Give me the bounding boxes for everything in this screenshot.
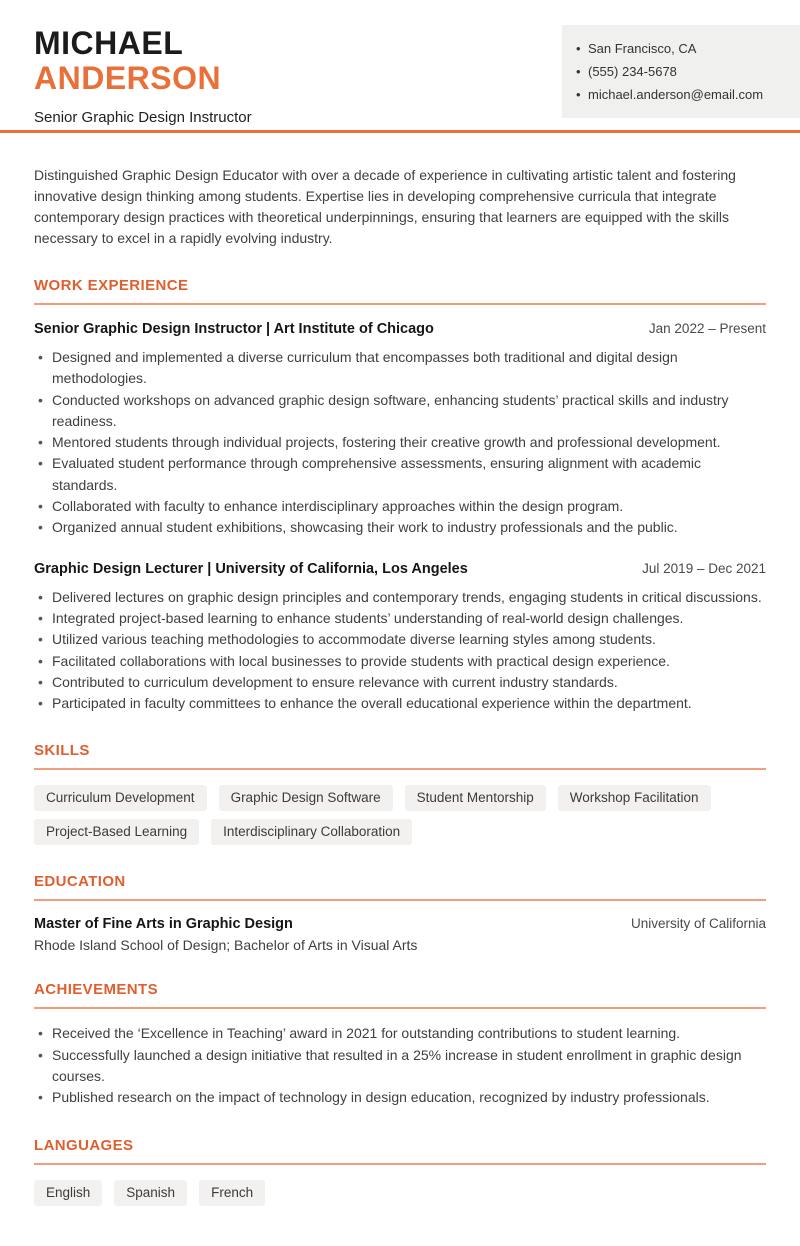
contact-box [562, 25, 800, 118]
job-entry [34, 561, 766, 715]
skill-chip: Project-Based Learning [34, 819, 199, 845]
achievement-bullet: • Published research on the impact of technology in design education, recognized by industry professionals. [34, 1087, 766, 1108]
header-divider [0, 130, 800, 133]
languages-heading: LANGUAGES [34, 1136, 134, 1154]
skill-chip: Curriculum Development [34, 785, 207, 811]
contact-location: • San Francisco, CA [576, 37, 784, 60]
job-title: Senior Graphic Design Instructor | Art Institute of Chicago [34, 321, 434, 337]
job-bullet: • Participated in faculty committees to enhance the overall educational experience within the department. [34, 693, 766, 714]
summary-paragraph: Distinguished Graphic Design Educator with over a decade of experience in cultivating artistic talent and fostering innovative design thinking among students. Expertise lies in developing comprehensive curricula that integrate contemporary design practices with theoretical underpinnings, ensuring that learners are equipped with the skills necessary to excel in a rapidly evolving industry. [34, 167, 736, 246]
section-divider [34, 899, 766, 901]
job-bullet: • Conducted workshops on advanced graphic design software, enhancing students’ practical skills and industry readiness. [34, 390, 766, 433]
contact-list [576, 37, 784, 106]
work-experience-heading: WORK EXPERIENCE [34, 277, 189, 294]
section-divider [34, 1163, 766, 1165]
section-education [34, 873, 766, 953]
job-dates: Jul 2019 – Dec 2021 [642, 560, 766, 576]
job-dates: Jan 2022 – Present [648, 321, 766, 336]
education-heading: EDUCATION [34, 873, 126, 891]
section-divider [34, 768, 766, 770]
job-header [34, 321, 766, 337]
job-title: Graphic Design Lecturer | University of California, Los Angeles [34, 560, 468, 577]
achievements-bullet-list [34, 1023, 766, 1108]
education-degree: Master of Fine Arts in Graphic Design [34, 916, 293, 933]
achievement-bullet: • Successfully launched a design initiative that resulted in a 25% increase in student enrollment in graphic design courses. [34, 1045, 766, 1088]
section-divider [34, 303, 766, 305]
job-entry [34, 321, 766, 539]
language-chip: French [199, 1180, 265, 1206]
last-name: ANDERSON [34, 60, 222, 96]
job-bullet: • Facilitated collaborations with local businesses to provide students with practical design experience. [34, 651, 766, 672]
skill-chip: Student Mentorship [405, 785, 546, 811]
job-bullet: • Contributed to curriculum development to ensure relevance with current industry standards. [34, 672, 766, 693]
header-job-title: Senior Graphic Design Instructor [34, 109, 252, 126]
skill-chip: Interdisciplinary Collaboration [211, 819, 412, 845]
section-divider [34, 1007, 766, 1009]
skill-chip: Graphic Design Software [219, 785, 393, 811]
job-bullet-list [34, 347, 766, 539]
section-work-experience [34, 277, 766, 714]
skills-heading: SKILLS [34, 742, 90, 760]
section-skills [34, 742, 766, 845]
header [0, 0, 800, 130]
language-chip: English [34, 1180, 102, 1206]
education-entry-header [34, 916, 766, 932]
job-bullet: • Delivered lectures on graphic design principles and contemporary trends, engaging students in critical discussions. [34, 587, 766, 608]
job-bullet: • Utilized various teaching methodologies to accommodate diverse learning styles among students. [34, 629, 766, 650]
achievements-heading: ACHIEVEMENTS [34, 981, 158, 999]
contact-email: • michael.anderson@email.com [576, 83, 784, 106]
first-name: MICHAEL [34, 25, 184, 61]
job-bullet: • Designed and implemented a diverse curriculum that encompasses both traditional and digital design methodologies. [34, 347, 766, 390]
skill-chip: Workshop Facilitation [558, 785, 711, 811]
contact-phone: • (555) 234-5678 [576, 60, 784, 83]
skills-chip-list [34, 785, 766, 845]
job-bullet: • Collaborated with faculty to enhance interdisciplinary approaches within the design program. [34, 496, 766, 517]
section-languages [34, 1137, 766, 1206]
job-bullet: • Mentored students through individual projects, fostering their creative growth and professional development. [34, 432, 766, 453]
job-bullet-list [34, 587, 766, 715]
job-bullet: • Integrated project-based learning to enhance students’ understanding of real-world design challenges. [34, 608, 766, 629]
job-bullet: • Organized annual student exhibitions, showcasing their work to industry professionals and the public. [34, 517, 766, 538]
achievement-bullet: • Received the ‘Excellence in Teaching’ award in 2021 for outstanding contributions to student learning. [34, 1023, 766, 1044]
language-chip: Spanish [114, 1180, 187, 1206]
education-details: Rhode Island School of Design; Bachelor of Arts in Visual Arts [34, 937, 418, 954]
job-bullet: • Evaluated student performance through comprehensive assessments, ensuring alignment with academic standards. [34, 453, 766, 496]
job-header [34, 561, 766, 577]
education-institution: University of California [630, 916, 766, 932]
resume-content [0, 165, 800, 1246]
languages-chip-list [34, 1180, 766, 1206]
section-achievements [34, 981, 766, 1108]
